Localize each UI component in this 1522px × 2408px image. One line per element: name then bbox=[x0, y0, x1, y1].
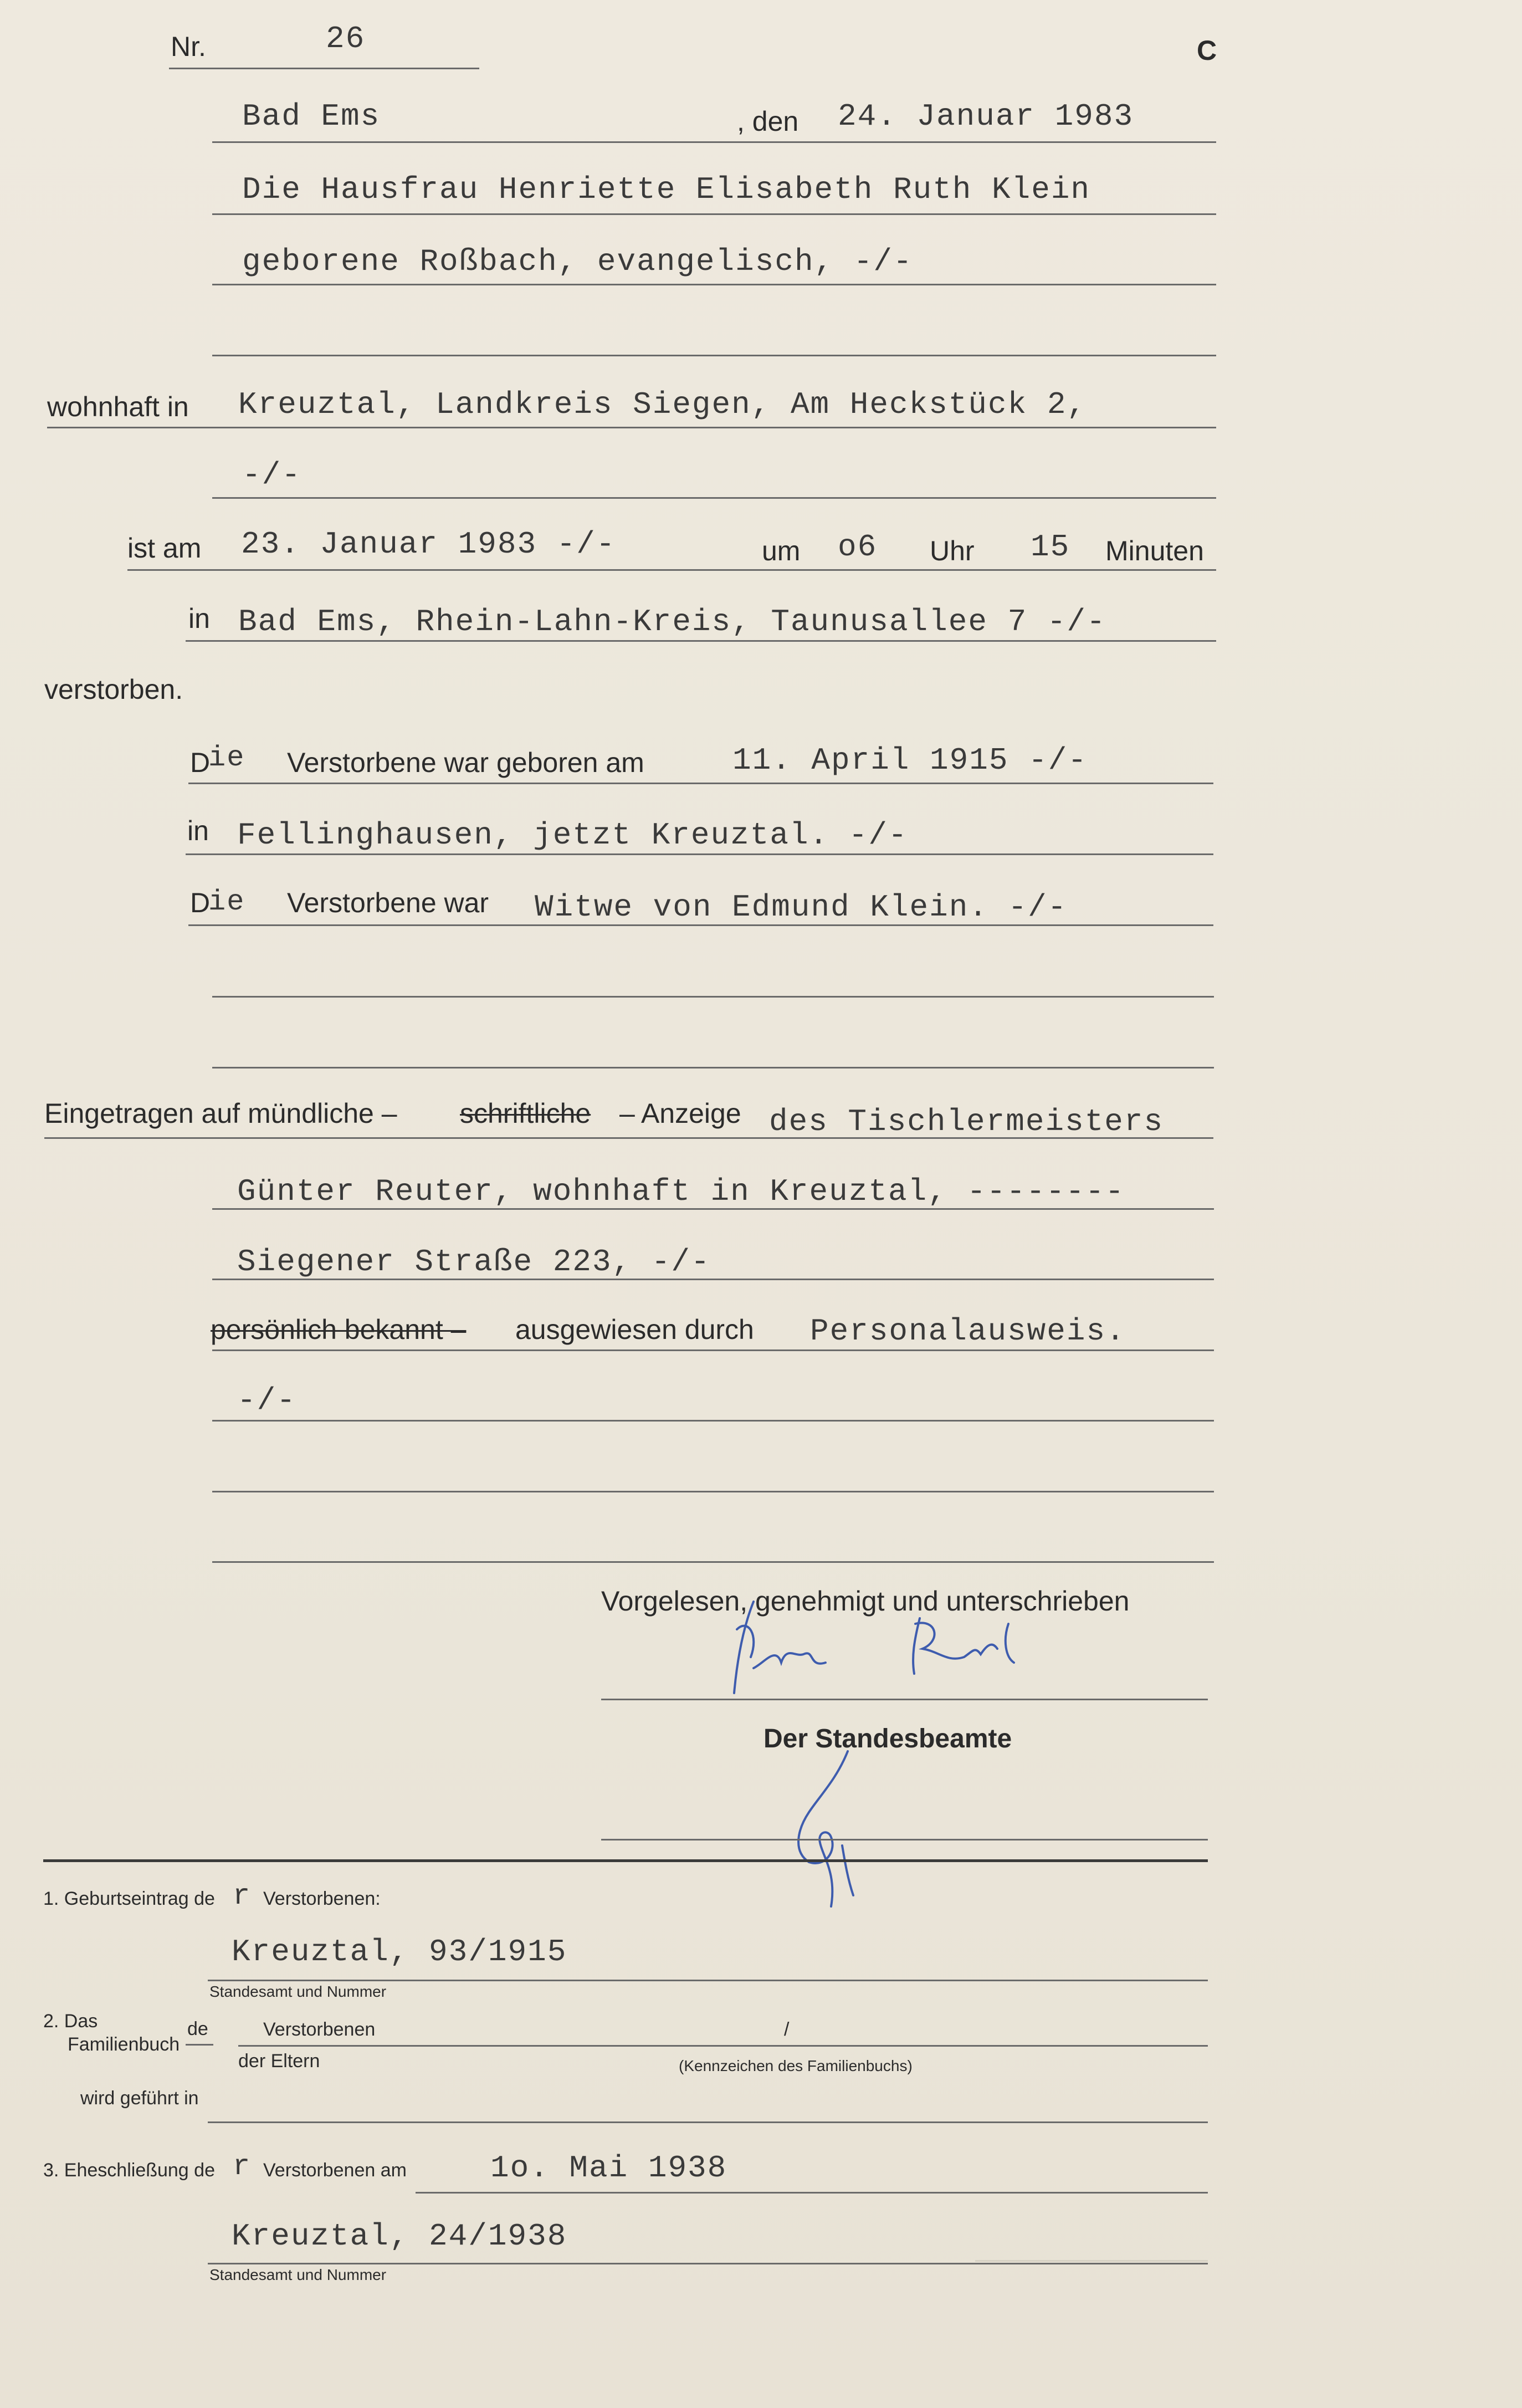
birth-prefix-typed: ie bbox=[208, 742, 245, 774]
f3-label-2: Verstorbenen am bbox=[263, 2160, 407, 2181]
birth-date: 11. April 1915 -/- bbox=[732, 743, 1088, 778]
read-approved-label: Vorgelesen, genehmigt und unterschrieben bbox=[601, 1586, 1130, 1617]
f2-slash: / bbox=[784, 2019, 790, 2040]
f2-label-b: Familienbuch bbox=[68, 2034, 180, 2055]
birth-in-label: in bbox=[187, 815, 209, 846]
death-uhr-label: Uhr bbox=[930, 535, 975, 566]
birth-place-rule bbox=[186, 853, 1213, 855]
f2-label-a: 2. Das bbox=[43, 2011, 98, 2032]
f1-typed: r bbox=[233, 1880, 252, 1913]
f2-rule-2 bbox=[208, 2121, 1208, 2123]
person-line-3-rule bbox=[212, 355, 1216, 356]
residence-value: Kreuztal, Landkreis Siegen, Am Heckstück 2, bbox=[238, 387, 1087, 422]
nr-underline bbox=[169, 68, 479, 69]
f1-label-2: Verstorbenen: bbox=[263, 1888, 381, 1909]
status-prefix: D bbox=[190, 887, 211, 918]
registration-line-2: Günter Reuter, wohnhaft in Kreuztal, -------- bbox=[237, 1174, 1125, 1209]
person-line-2-rule bbox=[212, 284, 1216, 285]
registration-rule-1 bbox=[44, 1137, 1213, 1139]
person-line-2: geborene Roßbach, evangelisch, -/- bbox=[242, 244, 913, 279]
death-minuten-label: Minuten bbox=[1105, 535, 1204, 566]
place-value: Bad Ems bbox=[242, 99, 381, 134]
death-place-rule bbox=[186, 640, 1216, 642]
death-minutes: 15 bbox=[1031, 529, 1070, 565]
registration-rule-2 bbox=[212, 1208, 1214, 1210]
f3-rule bbox=[208, 2263, 1208, 2264]
death-place: Bad Ems, Rhein-Lahn-Kreis, Taunusallee 7 -/- bbox=[238, 604, 1106, 640]
registration-line-5: -/- bbox=[237, 1383, 296, 1418]
status-rule bbox=[188, 924, 1213, 926]
date-value: 24. Januar 1983 bbox=[838, 99, 1134, 134]
den-label: , den bbox=[737, 106, 799, 137]
known-rule bbox=[212, 1349, 1214, 1351]
f1-rule bbox=[208, 1980, 1208, 1981]
f3-value: Kreuztal, 24/1938 bbox=[232, 2218, 567, 2254]
death-um-label: um bbox=[762, 535, 801, 566]
known-value: Personalausweis. bbox=[810, 1313, 1126, 1349]
birth-prefix: D bbox=[190, 747, 211, 778]
registration-line-3: Siegener Straße 223, -/- bbox=[237, 1244, 711, 1280]
official-label: Der Standesbeamte bbox=[763, 1724, 1012, 1753]
person-line-1-rule bbox=[212, 213, 1216, 215]
status-rule-2 bbox=[212, 996, 1214, 998]
registration-rule-3 bbox=[212, 1279, 1214, 1280]
bleed-line bbox=[975, 2260, 1208, 2262]
status-rule-3 bbox=[212, 1067, 1214, 1068]
residence-label: wohnhaft in bbox=[47, 391, 189, 422]
nr-label: Nr. bbox=[171, 31, 206, 62]
registration-label-strike: schriftliche bbox=[460, 1098, 591, 1129]
place-date-line bbox=[212, 141, 1216, 143]
official-signature bbox=[776, 1746, 886, 1912]
registration-label-a: Eingetragen auf mündliche – bbox=[44, 1098, 397, 1129]
footer-divider bbox=[43, 1859, 1208, 1862]
verstorben-label: verstorben. bbox=[44, 674, 183, 705]
nr-value: 26 bbox=[326, 21, 366, 57]
registration-rule-6 bbox=[212, 1491, 1214, 1492]
f2-caption: (Kennzeichen des Familienbuchs) bbox=[679, 2057, 913, 2074]
birth-place: Fellinghausen, jetzt Kreuztal. -/- bbox=[237, 817, 908, 853]
f3-typed: r bbox=[233, 2150, 252, 2183]
informant-signature bbox=[720, 1596, 1053, 1707]
f3-label: 3. Eheschließung de bbox=[43, 2160, 215, 2181]
f2-de: de bbox=[187, 2018, 208, 2039]
form-letter: C bbox=[1197, 35, 1217, 66]
registration-label-b: – Anzeige bbox=[619, 1098, 741, 1129]
f2-opt-1: Verstorbenen bbox=[263, 2019, 376, 2040]
death-hour: o6 bbox=[838, 529, 878, 565]
known-label: ausgewiesen durch bbox=[515, 1314, 754, 1345]
status-value: Witwe von Edmund Klein. -/- bbox=[535, 889, 1068, 925]
official-signature-rule bbox=[601, 1839, 1208, 1840]
birth-date-rule bbox=[188, 783, 1213, 784]
registration-rule-5 bbox=[212, 1420, 1214, 1422]
residence-rule bbox=[47, 427, 1216, 428]
informant-signature-rule bbox=[601, 1699, 1208, 1700]
death-in-label: in bbox=[188, 603, 210, 634]
f3-caption: Standesamt und Nummer bbox=[209, 2266, 387, 2283]
registration-line-1: des Tischlermeisters bbox=[769, 1104, 1164, 1139]
known-strike: persönlich bekannt – bbox=[211, 1314, 467, 1345]
birth-label: Verstorbene war geboren am bbox=[287, 747, 644, 778]
status-label: Verstorbene war bbox=[287, 887, 489, 918]
death-date-rule bbox=[127, 569, 1216, 571]
f2-rule bbox=[238, 2045, 1208, 2047]
registration-rule-7 bbox=[212, 1561, 1214, 1563]
status-prefix-typed: ie bbox=[208, 886, 245, 918]
death-am-label: ist am bbox=[127, 533, 202, 564]
f1-label: 1. Geburtseintrag de bbox=[43, 1888, 215, 1909]
f3-date: 1o. Mai 1938 bbox=[490, 2150, 727, 2186]
f1-value: Kreuztal, 93/1915 bbox=[232, 1934, 567, 1970]
f2-de-rule bbox=[186, 2044, 213, 2046]
residence-rule-2 bbox=[212, 497, 1216, 499]
death-date: 23. Januar 1983 -/- bbox=[241, 526, 616, 562]
f1-caption: Standesamt und Nummer bbox=[209, 1983, 387, 2000]
f3-date-rule bbox=[416, 2192, 1208, 2194]
f2-opt-2: der Eltern bbox=[238, 2051, 320, 2072]
person-line-1: Die Hausfrau Henriette Elisabeth Ruth Klein bbox=[242, 172, 1091, 207]
f2-label-c: wird geführt in bbox=[80, 2088, 199, 2109]
residence-value-2: -/- bbox=[242, 457, 301, 493]
